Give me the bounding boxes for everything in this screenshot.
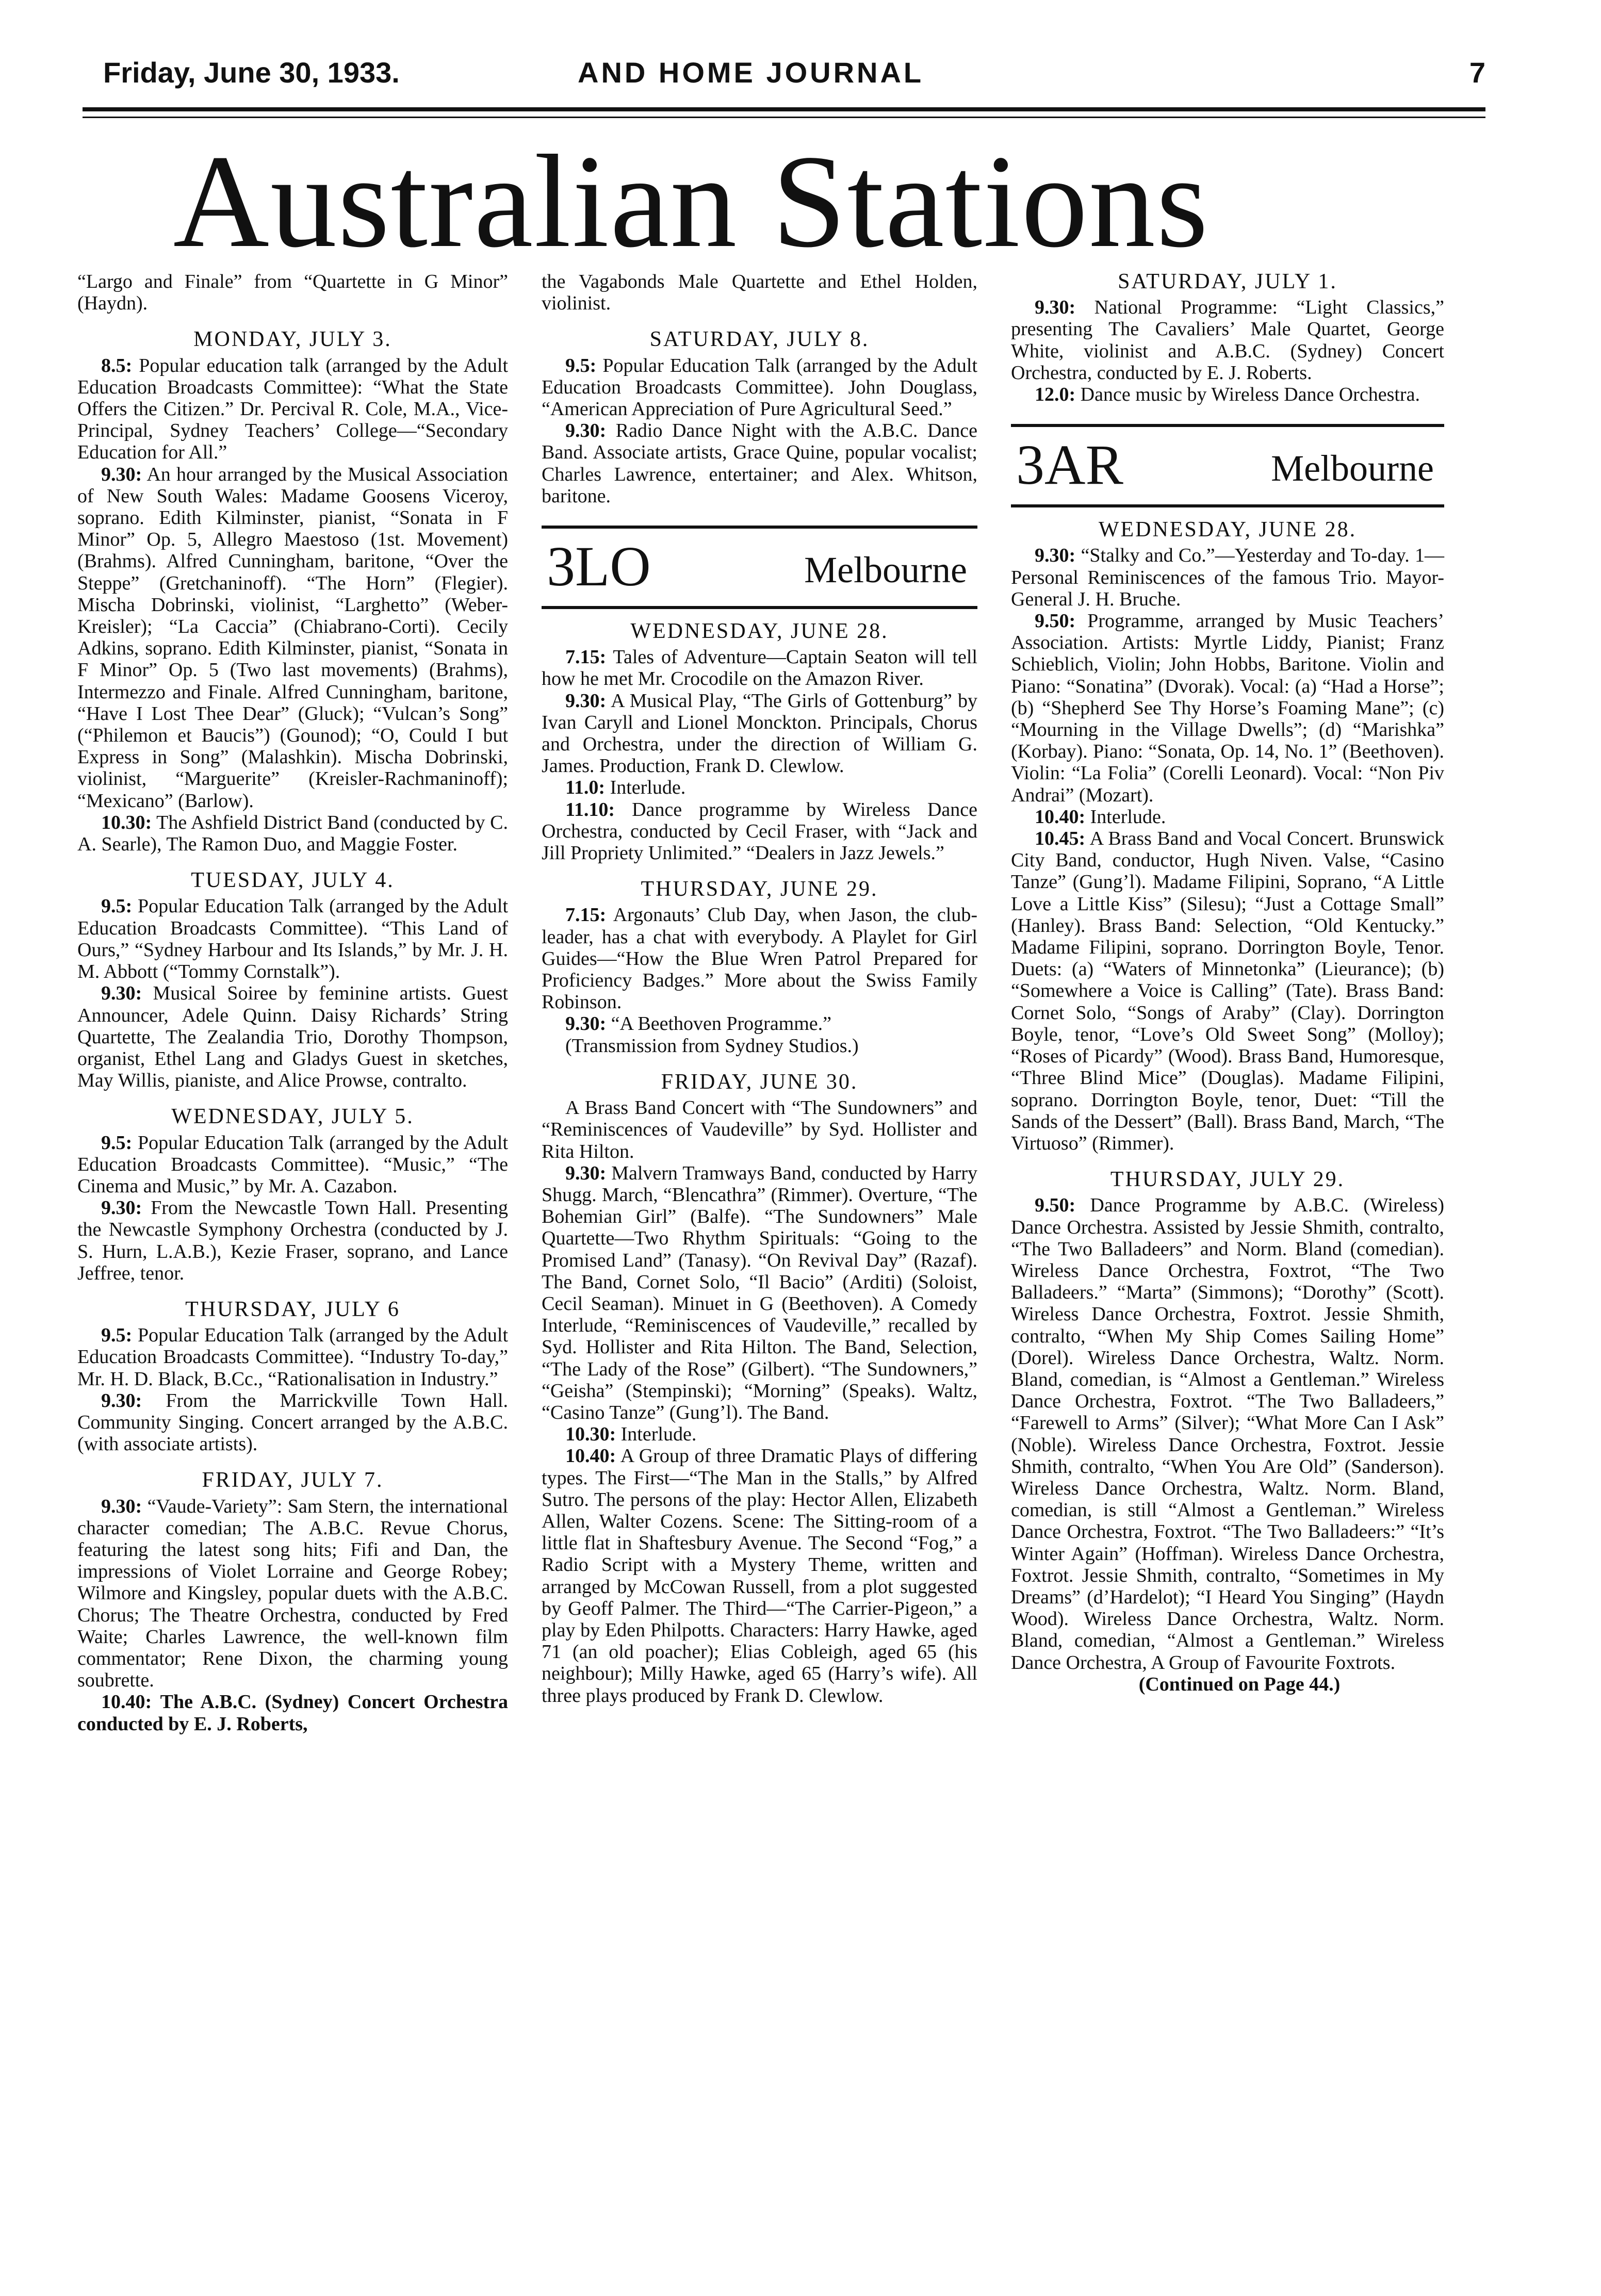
program-entry: A Brass Band Concert with “The Sundowners” and “Reminiscences of Vaudeville” by Syd. Hollister and Rita Hilton. bbox=[542, 1097, 977, 1162]
entry-text: Radio Dance Night with the A.B.C. Dance Band. Associate artists, Grace Quine, popular vocalist; Charles Lawrence, entertainer; and Alex. Whitson, baritone. bbox=[542, 420, 977, 507]
column-3 bbox=[1011, 271, 1444, 1695]
program-entry bbox=[542, 904, 977, 1013]
header-rule bbox=[83, 107, 1485, 111]
page-number: 7 bbox=[1469, 56, 1485, 89]
day-heading: SATURDAY, JULY 8. bbox=[649, 327, 870, 352]
entry-text: Interlude. bbox=[1090, 806, 1166, 828]
entry-text: The A.B.C. (Sydney) Concert Orchestra conducted by E. J. Roberts, bbox=[77, 1691, 509, 1735]
entry-text: Programme, arranged by Music Teachers’ Association. Artists: Myrtle Liddy, Pianist; Franz Schieblich, Violin; John Hobbs, Baritone. Violin and Piano: “Sonatina” (Dvorak). Vocal: (a) “Had a Horse”; (b) “Shepherd See Thy Horse’s Foaming Mane”; (c) “Mourning in the Village Dwells”; (d) “Marishka” (Korbay). Piano: “Sonata, Op. 14, No. 1” (Beethoven). Violin: “La Folia” (Corelli Leonard). Vocal: “Non Piv Andrai” (Mozart). bbox=[1011, 610, 1444, 806]
time: 9.30: bbox=[101, 1389, 142, 1412]
day-heading: MONDAY, JULY 3. bbox=[193, 327, 392, 352]
time: 10.30: bbox=[565, 1423, 616, 1446]
time: 9.30: bbox=[1035, 545, 1076, 567]
station-banner-3lo bbox=[542, 526, 977, 609]
station-city: Melbourne bbox=[804, 549, 967, 591]
day-heading: FRIDAY, JUNE 30. bbox=[661, 1070, 858, 1094]
time: 9.5: bbox=[101, 895, 133, 917]
column-2 bbox=[542, 271, 977, 1707]
program-entry bbox=[77, 982, 508, 1091]
header-rule-thin bbox=[83, 117, 1485, 118]
entry-text: The Ashfield District Band (conducted by C. A. Searle), The Ramon Duo, and Maggie Foster. bbox=[77, 811, 508, 856]
time: 9.30: bbox=[565, 420, 607, 442]
station-banner-3ar bbox=[1011, 424, 1444, 507]
day-heading: TUESDAY, JULY 4. bbox=[191, 868, 395, 893]
time: 10.40: bbox=[1035, 806, 1086, 828]
time: 9.30: bbox=[101, 1197, 142, 1219]
header-date: Friday, June 30, 1933. bbox=[103, 56, 400, 89]
time: 9.30: bbox=[565, 1013, 607, 1035]
program-entry bbox=[1011, 806, 1444, 828]
time: 9.5: bbox=[565, 354, 597, 376]
day-heading: SATURDAY, JULY 1. bbox=[1118, 270, 1337, 293]
station-call-sign: 3AR bbox=[1016, 433, 1123, 497]
entry-text: Popular Education Talk (arranged by the Adult Education Broadcasts Committee). “Music,” “The Cinema and Music,” by Mr. A. Cazabon. bbox=[77, 1131, 509, 1197]
entry-text: National Programme: “Light Classics,” presenting The Cavaliers’ Male Quartet, George White, violinist and A.B.C. (Sydney) Concert Orchestra, conducted by E. J. Roberts. bbox=[1011, 297, 1445, 384]
time: 11.0: bbox=[565, 777, 606, 799]
entry-text: Musical Soiree by feminine artists. Guest Announcer, Adele Quinn. Daisy Richards’ String Quartette, The Zealandia Trio, Dorothy Thompson, organist, Ethel Lang and Gladys Guest in sketches, May Willis, pianiste, and Alice Prowse, contralto. bbox=[77, 982, 508, 1092]
program-entry bbox=[77, 1496, 508, 1692]
time: 9.30: bbox=[565, 690, 607, 712]
time: 7.15: bbox=[565, 904, 607, 926]
program-entry bbox=[77, 1390, 508, 1455]
program-entry bbox=[542, 690, 977, 777]
program-entry bbox=[542, 1423, 977, 1445]
day-heading: THURSDAY, JUNE 29. bbox=[641, 877, 878, 901]
day-heading: THURSDAY, JULY 6 bbox=[185, 1297, 400, 1321]
program-entry bbox=[1011, 1194, 1444, 1673]
entry-text: Popular Education Talk (arranged by the Adult Education Broadcasts Committee). “Industry To-day,” Mr. H. D. Black, B.Cc., “Rationalisation in Industry.” bbox=[77, 1324, 509, 1390]
program-entry bbox=[1011, 545, 1444, 610]
time: 7.15: bbox=[565, 646, 607, 668]
entry-text: Dance Programme by A.B.C. (Wireless) Dance Orchestra. Assisted by Jessie Shmith, contralto, “The Two Balladeers” and Norm. Bland (comedian). Wireless Dance Orchestra, Foxtrot, “The Two Balladeers.” “Marta” (Simmons); “Dorothy” (Scott). Wireless Dance Orchestra, Foxtrot. Jessie Shmith, contralto, “When My Ship Comes Sailing Home” (Dorel). Wireless Dance Orchestra, Waltz. Norm. Bland, comedian, is “Almost a Gentleman.” Wireless Dance Orchestra, Foxtrot. “The Two Balladeers,” “Farewell to Arms” (Silver); “What More Can I Ask” (Noble). Wireless Dance Orchestra, Foxtrot. Jessie Shmith, contralto, “When You Are Old” (Sanderson). Wireless Dance Orchestra, Waltz. Norm. Bland, comedian, is still “Almost a Gentleman.” Wireless Dance Orchestra, Foxtrot. “The Two Balladeers:” “It’s Winter Again” (Hoffman). Wireless Dance Orchestra, Foxtrot. Jessie Shmith, contralto, “Sometimes in My Dreams” (d’Hardelot); “I Heard You Singing” (Haydn Wood). Wireless Dance Orchestra, Waltz. Norm. Bland, comedian, “Almost a Gentleman.” Wireless Dance Orchestra, A Group of Favourite Foxtrots. bbox=[1011, 1194, 1444, 1674]
time: 10.40: bbox=[565, 1445, 616, 1467]
entry-text: Dance programme by Wireless Dance Orchestra, conducted by Cecil Fraser, with “Jack and Jill Propriety Unlimited.” “Dealers in Jazz Jewels.” bbox=[542, 798, 977, 864]
station-city: Melbourne bbox=[1271, 448, 1434, 489]
program-entry bbox=[542, 777, 977, 798]
time: 10.40: bbox=[101, 1691, 152, 1713]
entry-text: A Group of three Dramatic Plays of differing types. The First—“The Man in the Stalls,” by Alfred Sutro. The persons of the play: Hector Allen, Elizabeth Allen, Walter Cozens. Scene: The Sitting-room of a little flat in Shaftesbury Avenue. The Second “Fog,” a Radio Script with a Mystery Theme, written and arranged by McCowan Russell, from a plot suggested by Geoff Palmer. The Third—“The Carrier-Pigeon,” a play by Eden Philpotts. Characters: Harry Hawke, aged 71 (an old poacher); Elias Cobleigh, aged 65 (his neighbour); Milly Hawke, aged 65 (Harry’s wife). All three plays produced by Frank D. Clewlow. bbox=[542, 1445, 977, 1707]
time: 9.50: bbox=[1035, 1194, 1076, 1217]
program-entry bbox=[1011, 828, 1444, 1154]
program-entry bbox=[542, 420, 977, 507]
entry-text: A Musical Play, “The Girls of Gottenburg” by Ivan Caryll and Lionel Monckton. Principals, Chorus and Orchestra, under the direction of William G. James. Production, Frank D. Clewlow. bbox=[542, 690, 978, 777]
time: 9.30: bbox=[101, 463, 142, 485]
entry-text: Tales of Adventure—Captain Seaton will tell how he met Mr. Crocodile on the Amazon River. bbox=[542, 646, 977, 690]
day-heading: THURSDAY, JULY 29. bbox=[1110, 1168, 1345, 1192]
entry-text: “Vaude-Variety”: Sam Stern, the international character comedian; The A.B.C. Revue Chorus, featuring the latest song hits; Fifi and Dan, the impressions of Violet Lorraine and George Robey; Wilmore and Kingsley, popular duets with the A.B.C. Chorus; The Theatre Orchestra, conducted by Fred Waite; Charles Lawrence, the well-known film commentator; Rene Dixon, the charming young soubrette. bbox=[77, 1495, 509, 1692]
paragraph: the Vagabonds Male Quartette and Ethel Holden, violinist. bbox=[542, 271, 977, 315]
program-entry bbox=[1011, 384, 1444, 405]
program-entry bbox=[77, 355, 508, 464]
entry-text: From the Newcastle Town Hall. Presenting the Newcastle Symphony Orchestra (conducted by J. S. Hurn, L.A.B.), Kezie Fraser, soprano, and Lance Jeffree, tenor. bbox=[77, 1197, 509, 1284]
entry-text: Popular Education Talk (arranged by the Adult Education Broadcasts Committee). John Douglass, “American Appreciation of Pure Agricultural Seed.” bbox=[542, 354, 978, 420]
page-title: Australian Stations bbox=[173, 127, 1210, 275]
entry-text: “Stalky and Co.”—Yesterday and To-day. 1—Personal Reminiscences of the famous Trio. Mayor-General J. H. Bruche. bbox=[1011, 545, 1444, 610]
header-paper-name: AND HOME JOURNAL bbox=[578, 56, 924, 89]
paragraph: “Largo and Finale” from “Quartette in G Minor” (Haydn). bbox=[77, 271, 508, 315]
station-call-sign: 3LO bbox=[547, 535, 651, 598]
time: 9.50: bbox=[1035, 610, 1076, 632]
column-1 bbox=[77, 271, 508, 1735]
entry-text: Dance music by Wireless Dance Orchestra. bbox=[1080, 384, 1420, 406]
entry-text: Interlude. bbox=[610, 777, 686, 799]
time: 10.30: bbox=[101, 811, 152, 833]
day-heading: FRIDAY, JULY 7. bbox=[202, 1468, 384, 1493]
program-entry bbox=[77, 1197, 508, 1284]
program-entry bbox=[77, 1691, 508, 1734]
time: 9.5: bbox=[101, 1131, 133, 1154]
program-entry bbox=[77, 1132, 508, 1198]
program-entry bbox=[542, 1445, 977, 1706]
day-heading: WEDNESDAY, JUNE 28. bbox=[1098, 518, 1357, 542]
time: 8.5: bbox=[101, 354, 133, 376]
program-entry bbox=[542, 1013, 977, 1035]
entry-text: Interlude. bbox=[620, 1423, 697, 1446]
entry-text: Argonauts’ Club Day, when Jason, the club-leader, has a chat with everybody. A Playlet for Girl Guides—“How the Blue Wren Patrol Prepared for Proficiency Badges.” More about the Swiss Family Robinson. bbox=[542, 904, 977, 1013]
entry-text: Malvern Tramways Band, conducted by Harry Shugg. March, “Blencathra” (Rimmer). Overture, “The Bohemian Girl” (Balfe). “The Sundowners” Male Quartette—Two Rhythm Spirituals: “Going to the Promised Land” (Tanasy). “On Revival Day” (Razaf). The Band, Cornet Solo, “Il Bacio” (Arditi) (Soloist, Cecil Seaman). Minuet in G (Beethoven). A Comedy Interlude, “Reminiscences of Vaudeville,” recalled by Syd. Hollister and Rita Hilton. The Band, Selection, “The Lady of the Rose” (Gilbert). “The Sundowners,” “Geisha” (Stempinski); “Morning” (Speaks). Waltz, “Casino Tanze” (Gung’l). The Band. bbox=[542, 1162, 977, 1423]
time: 10.45: bbox=[1035, 828, 1086, 850]
time: 11.10: bbox=[565, 798, 615, 821]
entry-text: From the Marrickville Town Hall. Community Singing. Concert arranged by the A.B.C. (with associate artists). bbox=[77, 1389, 509, 1455]
time: 9.30: bbox=[101, 1495, 142, 1517]
time: 9.5: bbox=[101, 1324, 133, 1347]
program-entry bbox=[77, 464, 508, 812]
program-entry bbox=[1011, 297, 1444, 384]
day-heading: WEDNESDAY, JULY 5. bbox=[171, 1105, 414, 1129]
time: 9.30: bbox=[1035, 297, 1076, 319]
entry-text: “A Beethoven Programme.” bbox=[611, 1013, 832, 1035]
day-heading: WEDNESDAY, JUNE 28. bbox=[630, 619, 889, 644]
entry-text: An hour arranged by the Musical Association of New South Wales: Madame Goosens Viceroy, soprano. Edith Kilminster, pianist, “Sonata in F Minor” Op. 5, Allegro Maestoso (1st. Movement) (Brahms). Alfred Cunningham, baritone, “Over the Steppe” (Gretchaninoff). “The Horn” (Flegier). Mischa Dobrinski, violinist, “Larghetto” (Weber-Kreisler); “La Caccia” (Chiabrano-Corti). Cecily Adkins, soprano. Edith Kilminster, pianist, “Sonata in F Minor” Op. 5 (Two last movements) (Brahms), Intermezzo and Finale. Alfred Cunningham, baritone, “Have I Lost Thee Dear” (Gluck); “Vulcan’s Song” (“Philemon et Baucis”) (Gounod); “O, Could I but Express in Song” (Malashkin). Mischa Dobrinski, violinist, “Marguerite” (Kreisler-Rachmaninoff); “Mexicano” (Barlow). bbox=[77, 463, 508, 812]
program-entry bbox=[542, 646, 977, 690]
page-header bbox=[103, 56, 1485, 102]
entry-text: A Brass Band and Vocal Concert. Brunswick City Band, conductor, Hugh Niven. Valse, “Casino Tanze” (Gung’l). Madame Filipini, Soprano, “A Little Love a Little Kiss” (Silesu); “Just a Cottage Small” (Hanley). Brass Band: Selection, “Old Kentucky.” Madame Filipini, soprano. Dorrington Boyle, Tenor. Duets: (a) “Waters of Minnetonka” (Lieurance); (b) “Somewhere a Voice is Calling” (Tate). Brass Band: Cornet Solo, “Songs of Araby” (Clay). Dorrington Boyle, tenor, “Love’s Old Sweet Song” (Molloy); “Roses of Picardy” (Wood). Brass Band, Humoresque, “Three Blind Mice” (Douglas). Madame Filipini, soprano. Dorrington Boyle, tenor, Duet: “Till the Sands of the Dessert” (Ball). Brass Band, March, “The Virtuoso” (Rimmer). bbox=[1011, 828, 1444, 1154]
time: 9.30: bbox=[565, 1162, 607, 1184]
program-entry bbox=[542, 355, 977, 420]
program-entry bbox=[542, 1162, 977, 1423]
program-entry bbox=[77, 812, 508, 855]
time: 9.30: bbox=[101, 982, 142, 1005]
time: 12.0: bbox=[1035, 384, 1076, 406]
program-entry bbox=[542, 799, 977, 864]
entry-text: Popular Education Talk (arranged by the Adult Education Broadcasts Committee). “This Land of Ours,” “Sydney Harbour and Its Islands,” by Mr. J. H. M. Abbott (“Tommy Cornstalk”). bbox=[77, 895, 509, 983]
program-entry bbox=[77, 895, 508, 982]
program-entry bbox=[1011, 610, 1444, 806]
continued-note: (Continued on Page 44.) bbox=[1138, 1673, 1341, 1695]
program-note: (Transmission from Sydney Studios.) bbox=[565, 1035, 859, 1057]
entry-text: Popular education talk (arranged by the Adult Education Broadcasts Committee): “What the State Offers the Citizen.” Dr. Percival R. Cole, M.A., Vice-Principal, Sydney Teachers’ College—“Secondary Education for All.” bbox=[77, 354, 509, 464]
program-entry bbox=[77, 1324, 508, 1390]
